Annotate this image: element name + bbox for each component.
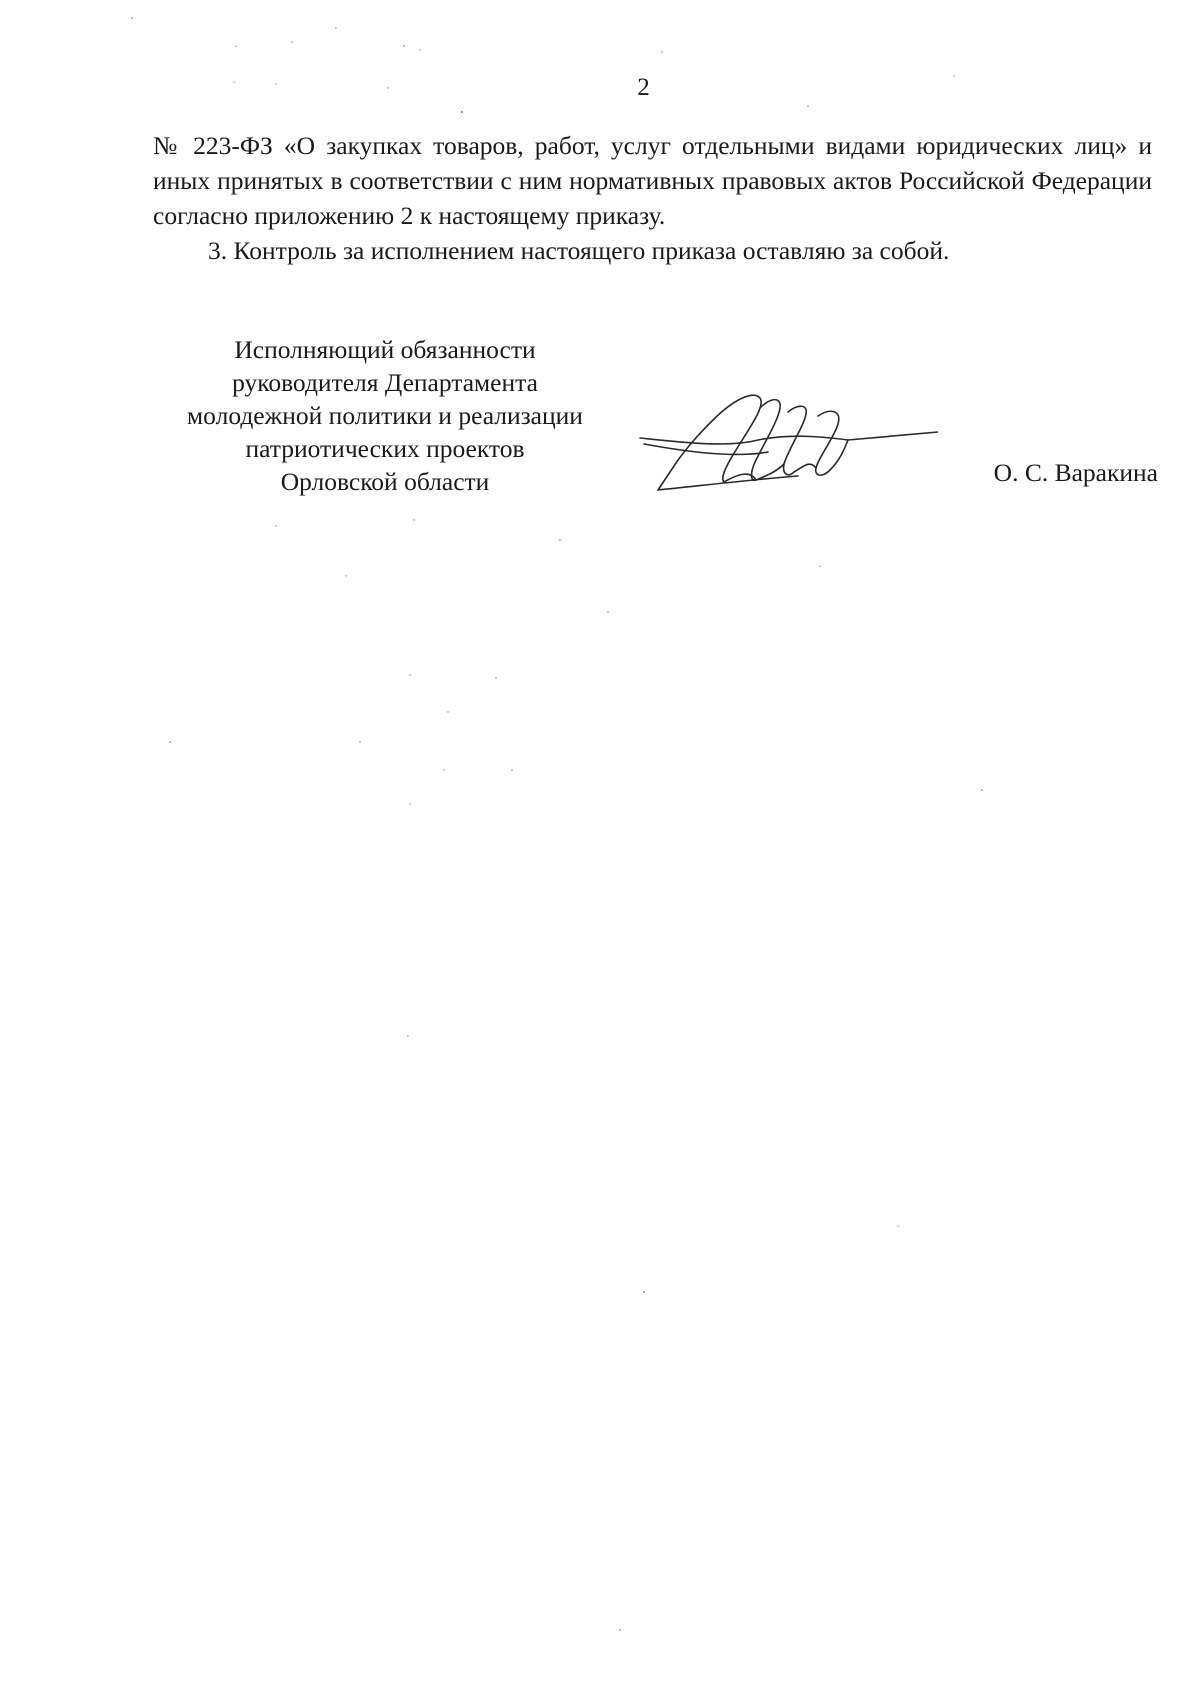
signer-name: О. С. Варакина <box>993 458 1158 487</box>
page-number: 2 <box>637 74 650 101</box>
signer-position-line: Орловской области <box>280 467 490 496</box>
signer-position-line: Исполняющий обязанности <box>234 335 536 364</box>
signer-position-line: патриотических проектов <box>245 434 525 463</box>
paragraph-item-3: 3. Контроль за исполнением настоящего приказа оставляю за собой. <box>208 236 950 265</box>
signer-position-line: молодежной политики и реализации <box>187 401 583 430</box>
signer-position-line: руководителя Департамента <box>232 368 538 397</box>
paragraph-continued: № 223-ФЗ «О закупках товаров, работ, услуг отдельными видами юридических лиц» и иных принятых в соответствии с ним нормативных правовых актов Российской Федерации согласно приложению 2 к настоящему приказу. <box>153 131 1152 230</box>
